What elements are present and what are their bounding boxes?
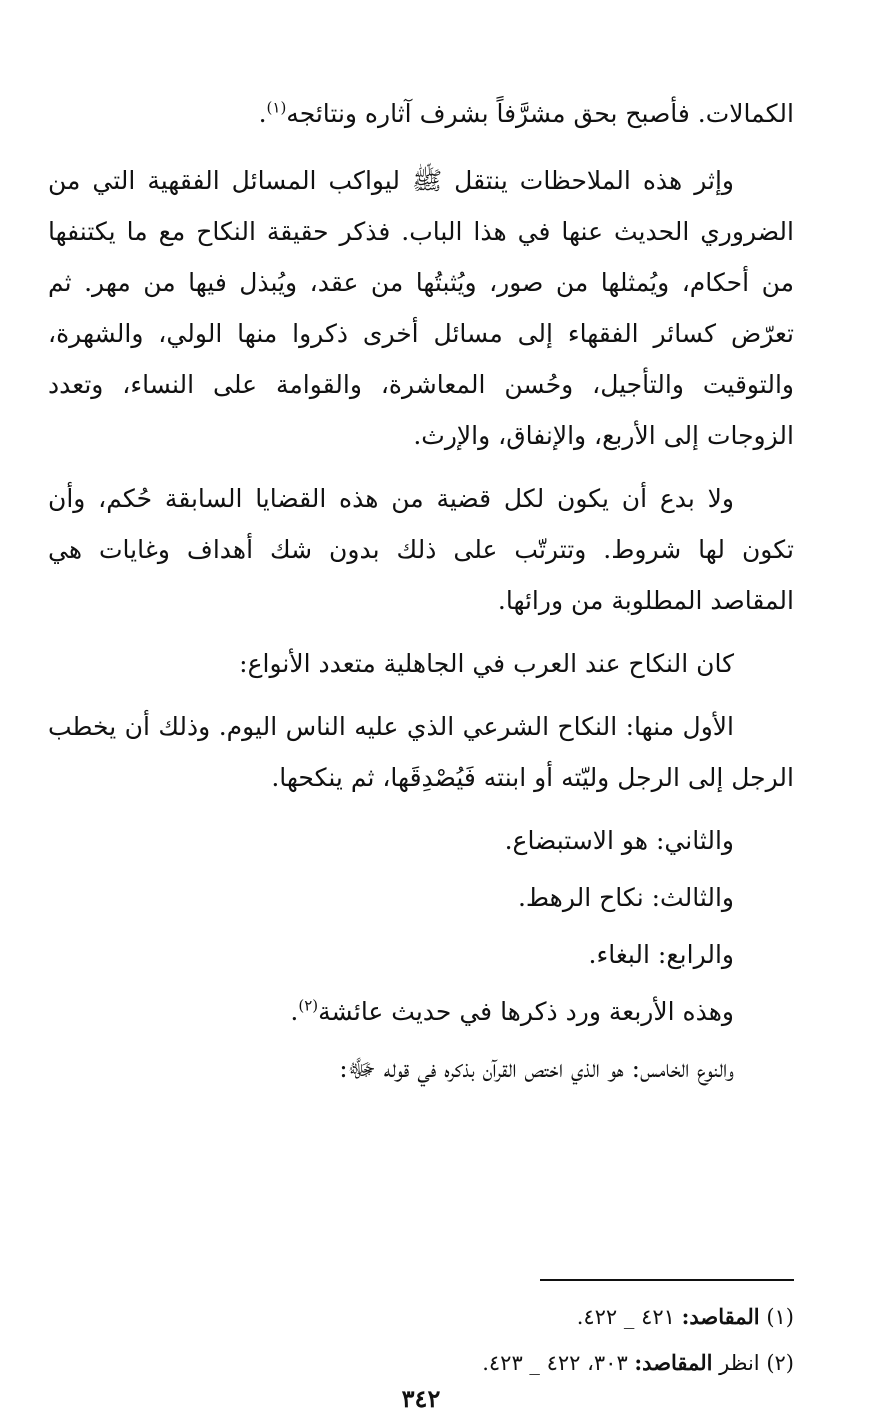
paragraph-5: الأول منها: النكاح الشرعي الذي عليه الناس اليوم. وذلك أن يخطب الرجل إلى الرجل وليّته أو ابنته فَيُصْدِقَها، ثم ينكحها. — [48, 712, 794, 792]
footnote-2 — [48, 1340, 794, 1386]
paragraph-4: كان النكاح عند العرب في الجاهلية متعدد الأنواع: — [239, 649, 734, 678]
footnote-2-pre: انظر — [719, 1351, 760, 1375]
footnote-divider — [540, 1279, 794, 1281]
paragraph-9-end: . — [290, 997, 299, 1026]
footnote-1-pages: ٤٢١ _ ٤٢٢. — [576, 1305, 675, 1329]
paragraph-9-text: وهذه الأربعة ورد ذكرها في حديث عائشة — [318, 997, 734, 1026]
paragraph-10: والنوع الخامس: هو الذي اختص القرآن بذكره في قوله ﷻ: — [339, 1054, 734, 1083]
paragraph-6: والثاني: هو الاستبضاع. — [504, 826, 734, 855]
paragraph-1-text: الكمالات. فأصبح بحق مشرَّفاً بشرف آثاره ونتائجه — [286, 99, 794, 128]
footnote-1-source: المقاصد: — [681, 1304, 760, 1329]
paragraph-1 — [48, 88, 794, 139]
footnote-ref-2[interactable]: (٢) — [298, 996, 319, 1015]
footnote-1 — [48, 1294, 794, 1340]
footnote-2-marker: (٢) — [766, 1351, 794, 1375]
footnote-1-marker: (١) — [766, 1305, 794, 1329]
footnote-2-pages: ٣٠٣، ٤٢٢ _ ٤٢٣. — [482, 1351, 628, 1375]
paragraph-3: ولا بدع أن يكون لكل قضية من هذه القضايا السابقة حُكم، وأن تكون لها شروط. وتترتّب على ذلك بدون شك أهداف وغايات هي المقاصد المطلوبة من ورائها. — [48, 484, 794, 615]
paragraph-1-end: . — [258, 99, 267, 128]
footnote-2-source: المقاصد: — [634, 1350, 713, 1375]
book-page — [48, 88, 794, 1413]
paragraph-8: والرابع: البغاء. — [588, 940, 734, 969]
page-number: ٣٤٢ — [401, 1384, 441, 1413]
paragraph-7: والثالث: نكاح الرهط. — [517, 883, 734, 912]
footnotes — [48, 1294, 794, 1386]
footnote-ref-1[interactable]: (١) — [266, 98, 287, 117]
paragraph-9 — [48, 986, 794, 1037]
paragraph-2: وإثر هذه الملاحظات ينتقل ﷺ ليواكب المسائل الفقهية التي من الضروري الحديث عنها في هذا الباب. فذكر حقيقة النكاح مع ما يكتنفها من أحكام، ويُمثلها من صور، ويُثبتُها من عقد، ويُبذل فيها من مهر. ثم تعرّض كسائر الفقهاء إلى مسائل أخرى ذكروا منها الولي، والشهرة، والتوقيت والتأجيل، وحُسن المعاشرة، والقوامة على النساء، وتعدد الزوجات إلى الأربع، والإنفاق، والإرث. — [48, 166, 794, 450]
